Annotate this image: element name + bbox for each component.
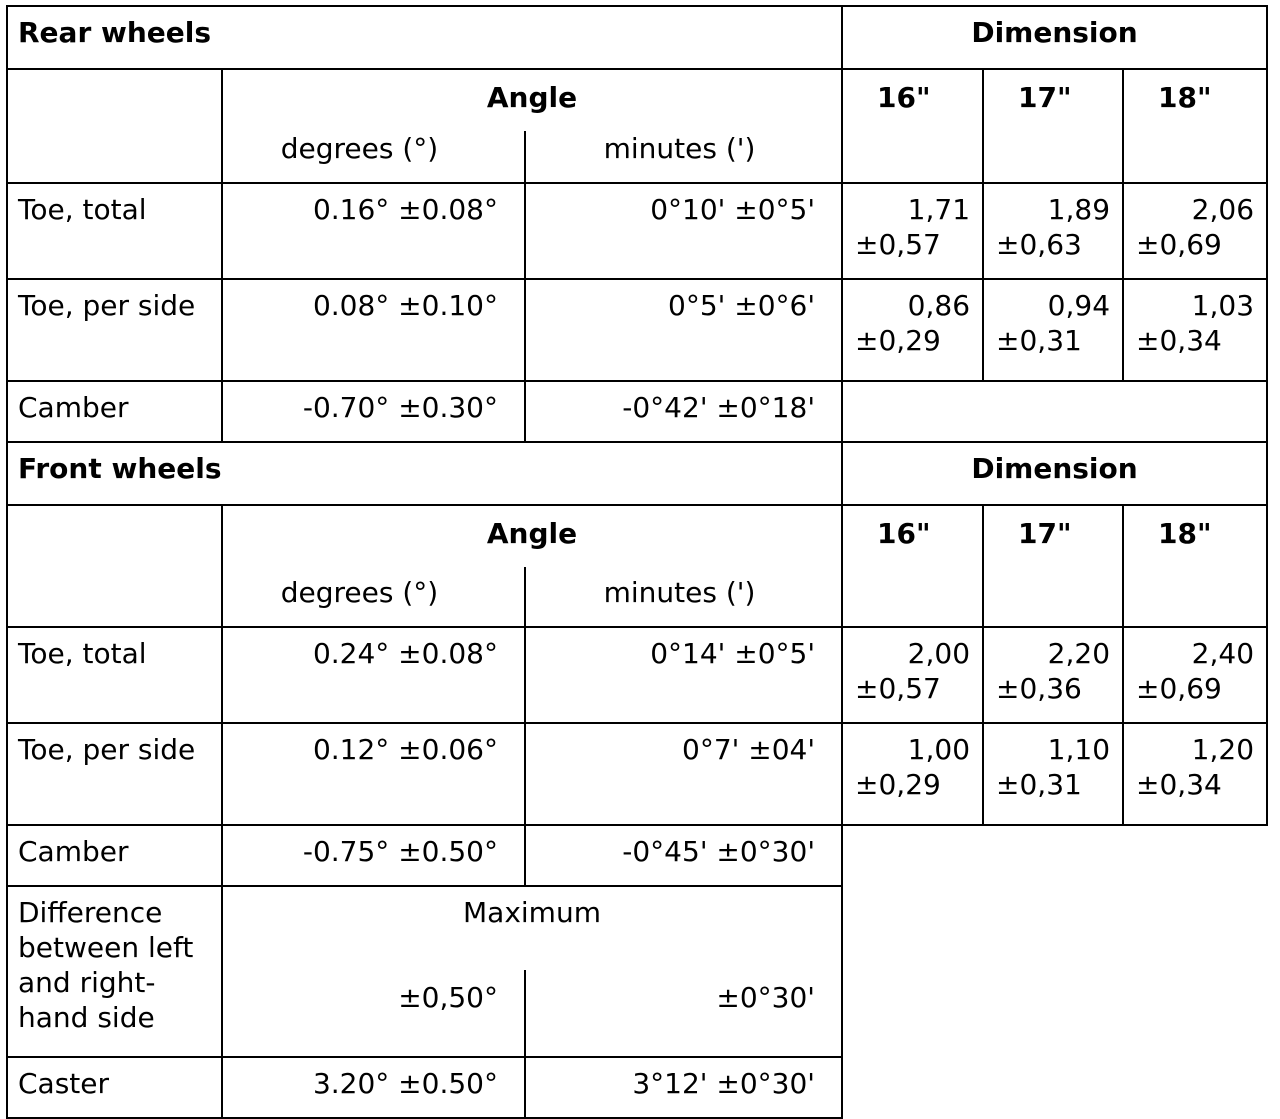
row-label: Toe, total bbox=[7, 183, 222, 279]
difference-degrees: ±0,50° bbox=[222, 970, 525, 1057]
dim-tolerance: ±0,69 bbox=[1136, 228, 1222, 261]
dim-tolerance: ±0,34 bbox=[1136, 768, 1222, 801]
rear-dimension-header: Dimension bbox=[842, 6, 1267, 69]
caster-degrees: 3.20° ±0.50° bbox=[222, 1057, 525, 1118]
dim-16-cell bbox=[842, 723, 983, 825]
rear-empty-label-cell bbox=[7, 69, 222, 183]
dim-value: 2,00 bbox=[907, 637, 971, 670]
front-section-title: Front wheels bbox=[7, 442, 842, 505]
front-size-17: 17" bbox=[983, 505, 1123, 627]
degrees-value: 0.24° ±0.08° bbox=[222, 627, 525, 723]
dim-18-cell bbox=[1123, 183, 1267, 279]
minutes-value: 0°5' ±0°6' bbox=[525, 279, 842, 381]
dim-17-cell bbox=[983, 183, 1123, 279]
dim-value: 2,40 bbox=[1191, 637, 1255, 670]
front-degrees-header: degrees (°) bbox=[222, 567, 525, 627]
caster-minutes: 3°12' ±0°30' bbox=[525, 1057, 842, 1118]
dim-value: 1,89 bbox=[1047, 193, 1111, 226]
rear-size-17: 17" bbox=[983, 69, 1123, 183]
front-size-18: 18" bbox=[1123, 505, 1267, 627]
front-toe-total-row bbox=[7, 627, 1267, 723]
dim-18-cell bbox=[1123, 723, 1267, 825]
front-toe-per-side-row bbox=[7, 723, 1267, 825]
rear-toe-per-side-row bbox=[7, 279, 1267, 381]
degrees-value: 0.16° ±0.08° bbox=[222, 183, 525, 279]
front-angle-header: Angle bbox=[222, 505, 842, 567]
front-dimension-header: Dimension bbox=[842, 442, 1267, 505]
rear-angle-header: Angle bbox=[222, 69, 842, 131]
row-label: Toe, per side bbox=[7, 279, 222, 381]
front-angle-header-row bbox=[7, 505, 1267, 567]
dim-18-cell bbox=[1123, 279, 1267, 381]
dim-value: 0,86 bbox=[907, 289, 971, 322]
minutes-value: -0°42' ±0°18' bbox=[525, 381, 842, 442]
maximum-header: Maximum bbox=[222, 886, 842, 970]
minutes-value: 0°7' ±04' bbox=[525, 723, 842, 825]
dim-16-cell bbox=[842, 183, 983, 279]
dim-18-cell bbox=[1123, 627, 1267, 723]
dim-value: 0,94 bbox=[1047, 289, 1111, 322]
dim-tolerance: ±0,29 bbox=[855, 324, 941, 357]
row-label: Camber bbox=[7, 825, 222, 886]
difference-minutes: ±0°30' bbox=[525, 970, 842, 1057]
difference-label: Difference between left and right-hand side bbox=[7, 886, 222, 1057]
row-label: Camber bbox=[7, 381, 222, 442]
row-label: Toe, per side bbox=[7, 723, 222, 825]
dim-tolerance: ±0,36 bbox=[996, 672, 1082, 705]
dim-tolerance: ±0,29 bbox=[855, 768, 941, 801]
dim-tolerance: ±0,57 bbox=[855, 228, 941, 261]
rear-section-title: Rear wheels bbox=[7, 6, 842, 69]
dim-value: 2,06 bbox=[1191, 193, 1255, 226]
degrees-value: 0.12° ±0.06° bbox=[222, 723, 525, 825]
degrees-value: -0.75° ±0.50° bbox=[222, 825, 525, 886]
dim-value: 1,10 bbox=[1047, 733, 1111, 766]
dim-tolerance: ±0,57 bbox=[855, 672, 941, 705]
front-empty-label-cell bbox=[7, 505, 222, 627]
front-size-16: 16" bbox=[842, 505, 983, 627]
degrees-value: -0.70° ±0.30° bbox=[222, 381, 525, 442]
dim-tolerance: ±0,69 bbox=[1136, 672, 1222, 705]
dim-value: 2,20 bbox=[1047, 637, 1111, 670]
minutes-value: -0°45' ±0°30' bbox=[525, 825, 842, 886]
degrees-value: 0.08° ±0.10° bbox=[222, 279, 525, 381]
rear-toe-total-row bbox=[7, 183, 1267, 279]
front-empty-dim-area bbox=[842, 825, 1267, 1118]
front-minutes-header: minutes (') bbox=[525, 567, 842, 627]
dim-17-cell bbox=[983, 627, 1123, 723]
dim-17-cell bbox=[983, 279, 1123, 381]
rear-camber-row bbox=[7, 381, 1267, 442]
row-label: Toe, total bbox=[7, 627, 222, 723]
dim-tolerance: ±0,31 bbox=[996, 768, 1082, 801]
dim-tolerance: ±0,34 bbox=[1136, 324, 1222, 357]
rear-angle-header-row bbox=[7, 69, 1267, 131]
dim-17-cell bbox=[983, 723, 1123, 825]
dim-value: 1,20 bbox=[1191, 733, 1255, 766]
rear-degrees-header: degrees (°) bbox=[222, 131, 525, 183]
dim-value: 1,03 bbox=[1191, 289, 1255, 322]
front-section-header-row bbox=[7, 442, 1267, 505]
wheel-alignment-table bbox=[6, 5, 1268, 1119]
rear-section-header-row bbox=[7, 6, 1267, 69]
rear-minutes-header: minutes (') bbox=[525, 131, 842, 183]
minutes-value: 0°14' ±0°5' bbox=[525, 627, 842, 723]
front-camber-row bbox=[7, 825, 1267, 886]
dim-value: 1,71 bbox=[907, 193, 971, 226]
dim-tolerance: ±0,31 bbox=[996, 324, 1082, 357]
caster-label: Caster bbox=[7, 1057, 222, 1118]
rear-size-16: 16" bbox=[842, 69, 983, 183]
dim-16-cell bbox=[842, 627, 983, 723]
minutes-value: 0°10' ±0°5' bbox=[525, 183, 842, 279]
dim-16-cell bbox=[842, 279, 983, 381]
dim-tolerance: ±0,63 bbox=[996, 228, 1082, 261]
dim-value: 1,00 bbox=[907, 733, 971, 766]
rear-camber-empty-dim bbox=[842, 381, 1267, 442]
rear-size-18: 18" bbox=[1123, 69, 1267, 183]
